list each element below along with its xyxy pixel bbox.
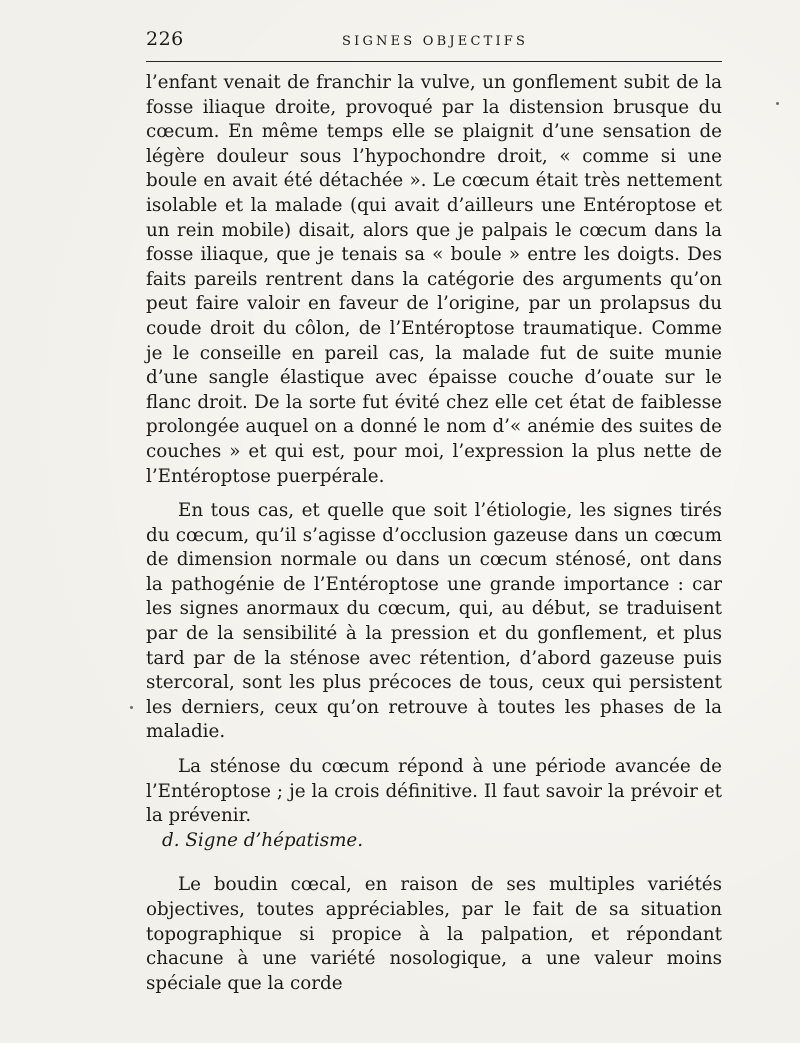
running-head (146, 26, 722, 54)
ink-speck (776, 102, 779, 105)
header-rule (146, 61, 722, 62)
ink-speck (130, 706, 133, 709)
body-text (146, 71, 722, 996)
paragraph-3: La sténose du cœcum répond à une période avancée de l’Entéroptose ; je la crois définitive. Il faut savoir la prévoir et la prévenir. (146, 756, 722, 827)
page-number: 226 (146, 28, 184, 50)
paragraph-4: Le boudin cœcal, en raison de ses multiples variétés objectives, toutes appréciables, par le fait de sa situation topographique si propice à la palpation, et répondant chacune à une variété nosologique, a une valeur moins spéciale que la corde (146, 874, 722, 994)
paragraph-2: En tous cas, et quelle que soit l’étiologie, les signes tirés du cœcum, qu’il s’agisse d’occlusion gazeuse dans un cœcum de dimension normale ou dans un cœcum sténosé, ont dans la pathogénie de l’Entéroptose une grande importance : car les signes anormaux du cœcum, qui, au début, se traduisent par de la sensibilité à la pression et du gonflement, et plus tard par de la sténose avec rétention, d’abord gazeuse puis stercoral, sont les plus précoces de tous, ceux qui persistent les derniers, ceux qu’on retrouve à toutes les phases de la maladie. (146, 500, 722, 743)
subheading: d. Signe d’hépatisme. (162, 829, 364, 851)
paragraph-1: l’enfant venait de franchir la vulve, un gonflement subit de la fosse iliaque droite, provoqué par la distension brusque du cœcum. En même temps elle se plaignit d’une sensation de légère douleur sous l’hypochondre droit, « comme si une boule en avait été détachée ». Le cœcum était très nettement isolable et la malade (qui avait d’ailleurs une Entéroptose et un rein mobile) disait, alors que je palpais le cœcum dans la fosse iliaque, que je tenais sa « boule » entre les doigts. Des faits pareils rentrent dans la catégorie des arguments qu’on peut faire valoir en faveur de l’origine, par un prolapsus du coude droit du côlon, de l’Entéroptose traumatique. Comme je le conseille en pareil cas, la malade fut de suite munie d’une sangle élastique avec épaisse couche d’ouate sur le flanc droit. De la sorte fut évité chez elle cet état de faiblesse prolongée auquel on a donné le nom d’« anémie des suites de couches » et qui est, pour moi, l’expression la plus nette de l’Entéroptose puerpérale. (146, 72, 722, 487)
running-title: SIGNES OBJECTIFS (342, 34, 529, 49)
